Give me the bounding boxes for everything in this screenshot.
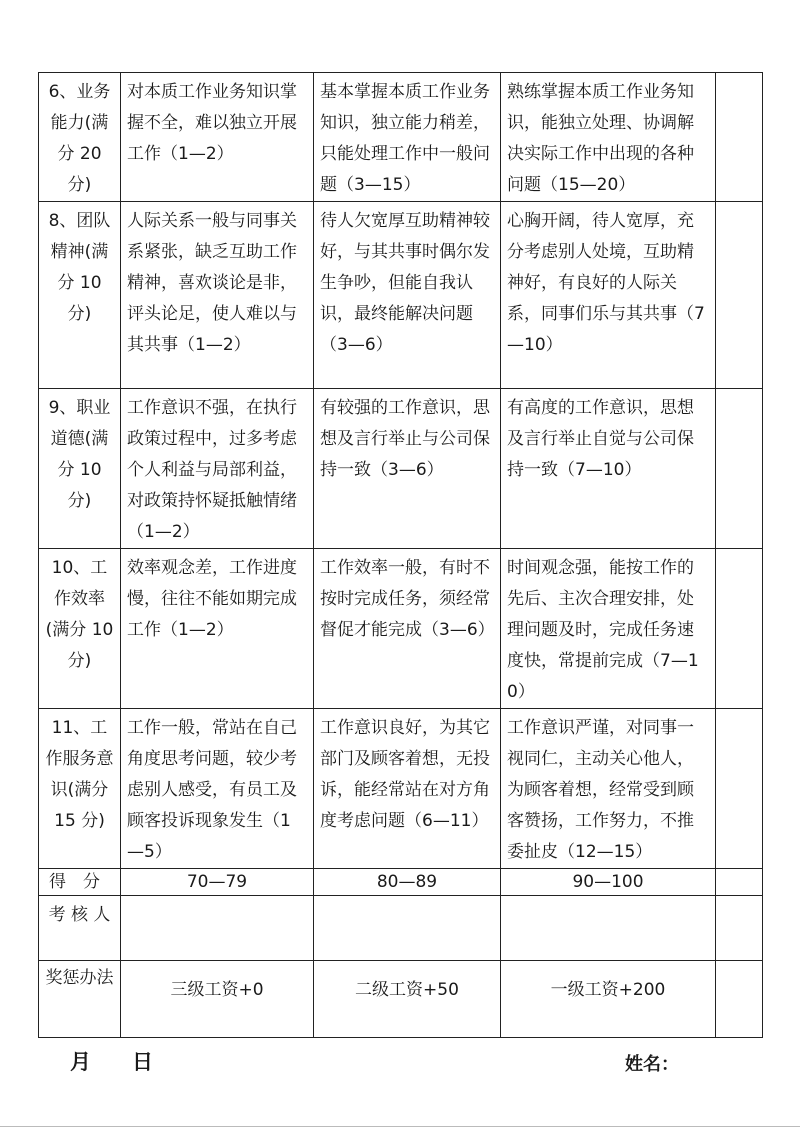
score-cell[interactable] xyxy=(716,202,763,389)
reward-level-high: 一级工资+200 xyxy=(501,961,716,1038)
level-high-description: 有高度的工作意识，思想及言行举止自觉与公司保持一致（7—10） xyxy=(501,389,716,549)
level-low-description: 工作意识不强，在执行政策过程中，过多考虑个人利益与局部利益，对政策持怀疑抵触情绪（1—2） xyxy=(121,389,314,549)
score-range-high: 90—100 xyxy=(501,869,716,896)
score-cell[interactable] xyxy=(716,709,763,869)
criterion-service-awareness: 11、工作服务意识(满分 15 分) xyxy=(39,709,121,869)
page-bottom-divider xyxy=(0,1126,800,1127)
level-mid-description: 工作意识良好，为其它部门及顾客着想，无投诉，能经常站在对方角度考虑问题（6—11） xyxy=(314,709,501,869)
criterion-business-ability: 6、业务能力(满分 20 分) xyxy=(39,73,121,202)
reward-row xyxy=(39,961,763,1038)
footer-month-label: 月 xyxy=(70,1050,91,1074)
score-cell[interactable] xyxy=(716,549,763,709)
level-mid-description: 基本掌握本质工作业务知识，独立能力稍差，只能处理工作中一般问题（3—15） xyxy=(314,73,501,202)
table-row xyxy=(39,202,763,389)
assessor-cell[interactable] xyxy=(716,896,763,961)
score-label: 得 分 xyxy=(39,869,121,896)
table-row xyxy=(39,73,763,202)
assessor-cell[interactable] xyxy=(121,896,314,961)
score-range-row xyxy=(39,869,763,896)
level-mid-description: 有较强的工作意识，思想及言行举止与公司保持一致（3—6） xyxy=(314,389,501,549)
reward-extra-cell[interactable] xyxy=(716,961,763,1038)
reward-label: 奖惩办法 xyxy=(39,961,121,1038)
level-high-description: 时间观念强，能按工作的先后、主次合理安排，处理问题及时，完成任务速度快，常提前完成（7—10） xyxy=(501,549,716,709)
table-row xyxy=(39,709,763,869)
assessor-cell[interactable] xyxy=(314,896,501,961)
score-range-low: 70—79 xyxy=(121,869,314,896)
level-high-description: 心胸开阔，待人宽厚，充分考虑别人处境，互助精神好，有良好的人际关系，同事们乐与其共事（7—10） xyxy=(501,202,716,389)
table-row xyxy=(39,549,763,709)
footer-name-label: 姓名： xyxy=(625,1054,679,1075)
level-low-description: 工作一般，常站在自己角度思考问题，较少考虑别人感受，有员工及顾客投诉现象发生（1—5） xyxy=(121,709,314,869)
level-low-description: 人际关系一般与同事关系紧张，缺乏互助工作精神，喜欢谈论是非，评头论足，使人难以与其共事（1—2） xyxy=(121,202,314,389)
level-low-description: 效率观念差，工作进度慢，往往不能如期完成工作（1—2） xyxy=(121,549,314,709)
score-cell[interactable] xyxy=(716,73,763,202)
level-high-description: 熟练掌握本质工作业务知识，能独立处理、协调解决实际工作中出现的各种问题（15—20） xyxy=(501,73,716,202)
assessor-cell[interactable] xyxy=(501,896,716,961)
criterion-work-efficiency: 10、工作效率(满分 10 分) xyxy=(39,549,121,709)
criterion-professional-ethics: 9、职业道德(满分 10 分) xyxy=(39,389,121,549)
level-high-description: 工作意识严谨，对同事一视同仁，主动关心他人，为顾客着想，经常受到顾客赞扬，工作努力，不推委扯皮（12—15） xyxy=(501,709,716,869)
score-cell[interactable] xyxy=(716,389,763,549)
reward-level-low: 三级工资+0 xyxy=(121,961,314,1038)
performance-evaluation-table xyxy=(38,72,763,1038)
table-row xyxy=(39,389,763,549)
level-mid-description: 工作效率一般，有时不按时完成任务，须经常督促才能完成（3—6） xyxy=(314,549,501,709)
level-low-description: 对本质工作业务知识掌握不全，难以独立开展工作（1—2） xyxy=(121,73,314,202)
criterion-team-spirit: 8、团队精神(满分 10 分) xyxy=(39,202,121,389)
assessor-label: 考 核 人 xyxy=(39,896,121,961)
level-mid-description: 待人欠宽厚互助精神较好，与其共事时偶尔发生争吵，但能自我认识，最终能解决问题（3—6） xyxy=(314,202,501,389)
score-range-mid: 80—89 xyxy=(314,869,501,896)
footer-day-label: 日 xyxy=(132,1050,153,1074)
score-total-cell[interactable] xyxy=(716,869,763,896)
assessor-row xyxy=(39,896,763,961)
reward-level-mid: 二级工资+50 xyxy=(314,961,501,1038)
